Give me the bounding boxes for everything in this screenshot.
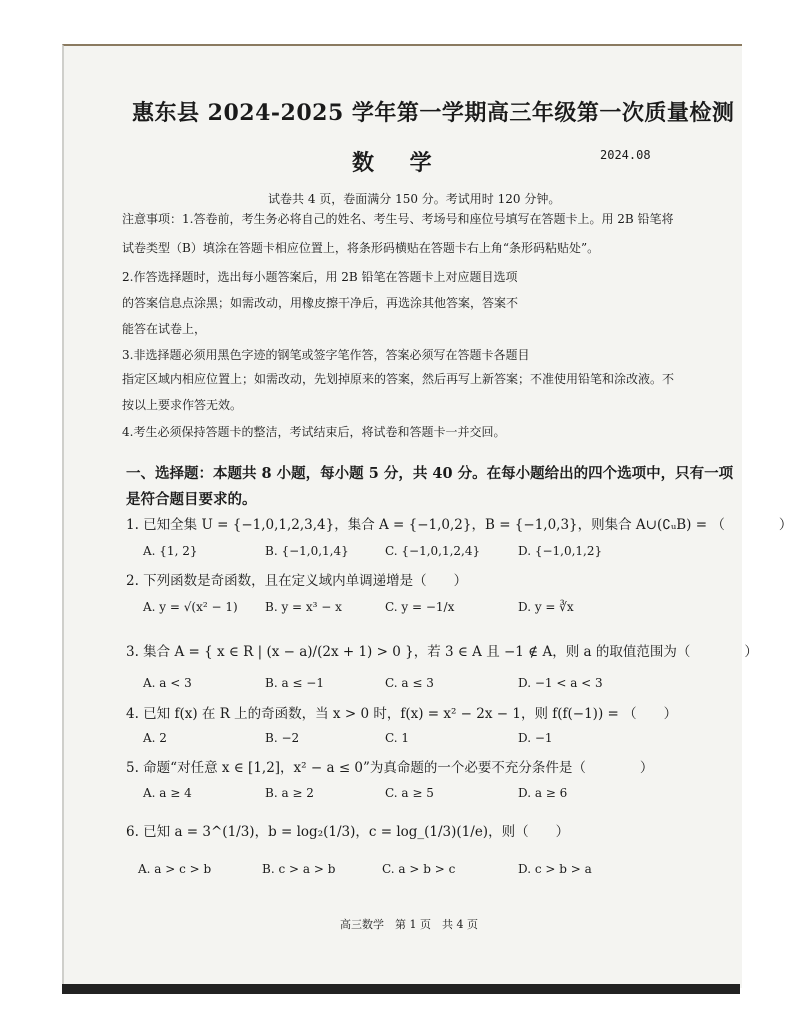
option-b: B. c > a > b [262, 862, 336, 876]
section-heading: 是符合题目要求的。 [126, 491, 257, 508]
option-c: C. y = −1/x [385, 600, 455, 614]
option-d: D. −1 < a < 3 [518, 676, 603, 690]
option-c: C. a ≥ 5 [385, 786, 434, 800]
option-d: D. c > b > a [518, 862, 592, 876]
question-5: 5. 命题“对任意 x ∈ [1,2]，x² − a ≤ 0”为真命题的一个必要不充分条件是（ ） [126, 760, 654, 776]
option-b: B. y = x³ − x [265, 600, 342, 614]
note-line: 试卷类型（B）填涂在答题卡相应位置上，将条形码横贴在答题卡右上角“条形码粘贴处”。 [122, 241, 600, 255]
option-a: A. {1, 2} [143, 544, 198, 558]
option-d: D. {−1,0,1,2} [518, 544, 603, 558]
exam-info: 试卷共 4 页，卷面满分 150 分。考试用时 120 分钟。 [268, 192, 561, 206]
exam-title: 惠东县 2024-2025 学年第一学期高三年级第一次质量检测 [132, 100, 735, 126]
question-2: 2. 下列函数是奇函数，且在定义域内单调递增是（ ） [126, 573, 468, 589]
section-heading: 一、选择题：本题共 8 小题，每小题 5 分，共 40 分。在每小题给出的四个选项中，只有一项 [126, 465, 734, 482]
option-c: C. {−1,0,1,2,4} [385, 544, 481, 558]
note-line: 的答案信息点涂黑；如需改动，用橡皮擦干净后，再选涂其他答案，答案不 [122, 296, 519, 310]
note-line: 按以上要求作答无效。 [122, 398, 243, 412]
note-line: 注意事项：1.答卷前，考生务必将自己的姓名、考生号、考场号和座位号填写在答题卡上。用 2B 铅笔将 [122, 212, 674, 226]
option-d: D. −1 [518, 731, 553, 745]
option-c: C. 1 [385, 731, 410, 745]
option-b: B. {−1,0,1,4} [265, 544, 349, 558]
option-d: D. y = ∛x [518, 600, 574, 614]
question-3: 3. 集合 A = { x ∈ R | (x − a)/(2x + 1) > 0 }，若 3 ∈ A 且 −1 ∉ A，则 a 的取值范围为（ ） [126, 644, 758, 660]
option-c: C. a ≤ 3 [385, 676, 434, 690]
question-6: 6. 已知 a = 3^(1/3)，b = log₂(1/3)，c = log_(1/3)(1/e)，则（ ） [126, 824, 570, 840]
option-c: C. a > b > c [382, 862, 456, 876]
exam-date: 2024.08 [600, 148, 651, 162]
option-a: A. a ≥ 4 [143, 786, 192, 800]
option-a: A. 2 [143, 731, 167, 745]
subject-title: 数 学 [352, 150, 446, 176]
note-line: 3.非选择题必须用黑色字迹的钢笔或签字笔作答，答案必须写在答题卡各题目 [122, 348, 530, 362]
option-b: B. a ≤ −1 [265, 676, 324, 690]
note-line: 4.考生必须保持答题卡的整洁，考试结束后，将试卷和答题卡一并交回。 [122, 425, 506, 439]
option-d: D. a ≥ 6 [518, 786, 568, 800]
scan-edge [62, 984, 740, 994]
option-a: A. y = √(x² − 1) [143, 600, 238, 614]
page-footer: 高三数学 第 1 页 共 4 页 [340, 918, 478, 931]
note-line: 2.作答选择题时，选出每小题答案后，用 2B 铅笔在答题卡上对应题目选项 [122, 270, 518, 284]
note-line: 指定区域内相应位置上；如需改动，先划掉原来的答案，然后再写上新答案；不准使用铅笔和涂改液。不 [122, 372, 675, 386]
note-line: 能答在试卷上， [122, 322, 207, 336]
option-a: A. a < 3 [143, 676, 192, 690]
question-1: 1. 已知全集 U = {−1,0,1,2,3,4}，集合 A = {−1,0,2}，B = {−1,0,3}，则集合 A∪(∁ᵤB) = （ ） [126, 517, 793, 533]
option-b: B. a ≥ 2 [265, 786, 314, 800]
option-a: A. a > c > b [138, 862, 212, 876]
option-b: B. −2 [265, 731, 300, 745]
question-4: 4. 已知 f(x) 在 R 上的奇函数，当 x > 0 时，f(x) = x² − 2x − 1，则 f(f(−1)) = （ ） [126, 706, 678, 722]
